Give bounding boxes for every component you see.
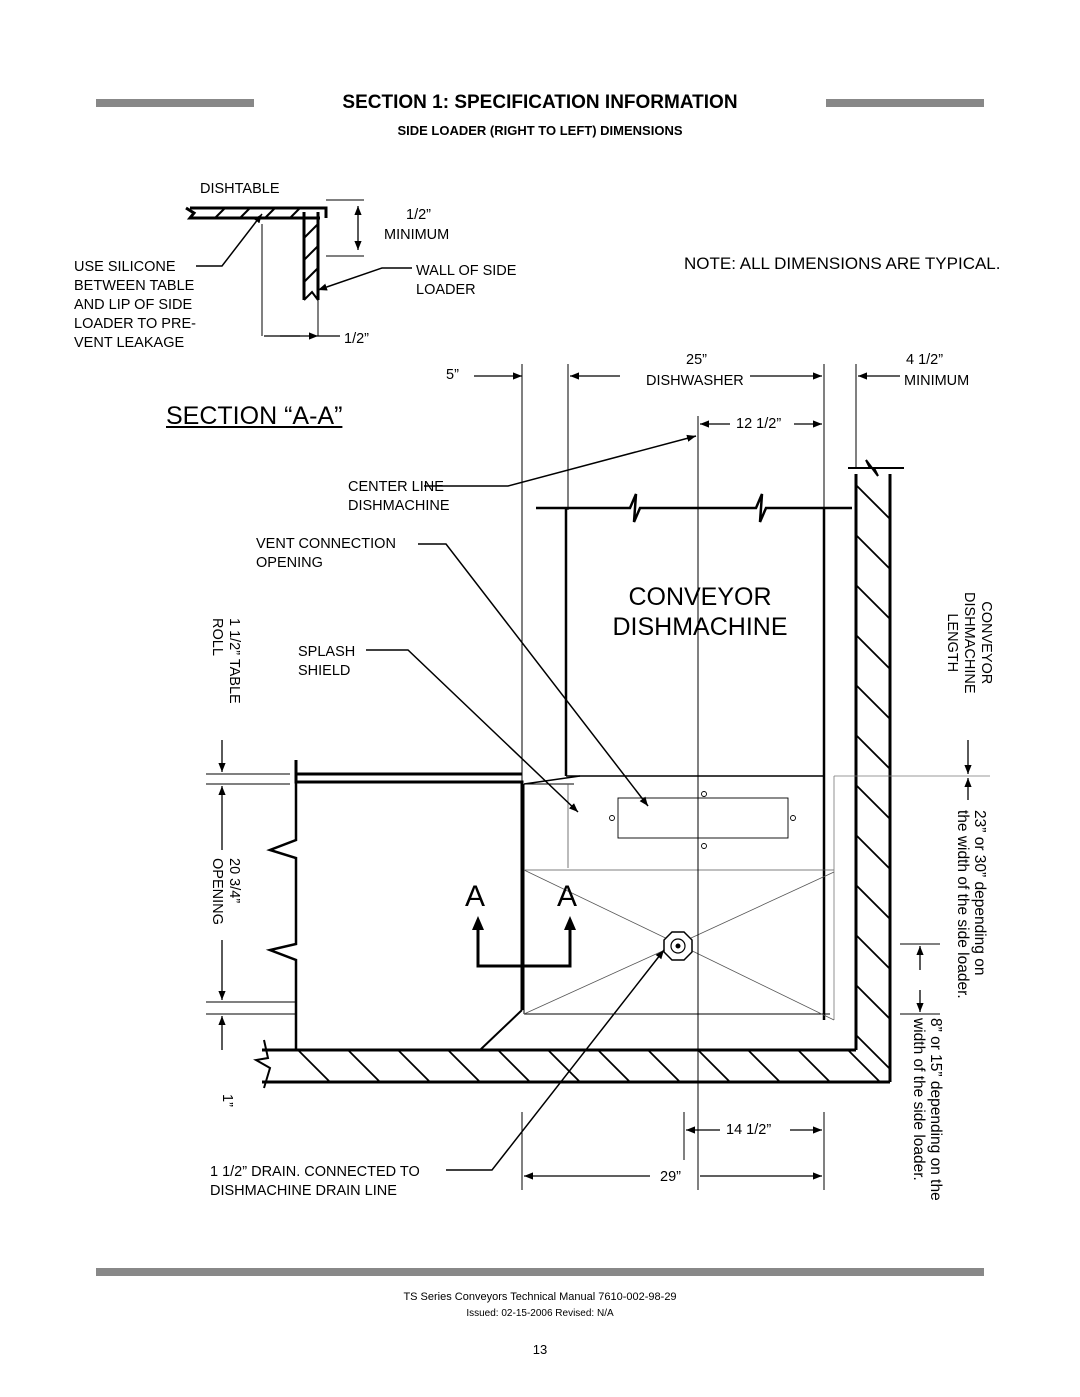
section-arrow-left-head <box>472 916 484 930</box>
section-arrow-right-head <box>564 916 576 930</box>
dim-8-15-line: 8” or 15” depending on the <box>927 1018 944 1201</box>
opening-line: OPENING <box>209 858 225 925</box>
splash-shield-line: SHIELD <box>298 663 351 679</box>
center-line-line: CENTER LINE <box>348 479 444 495</box>
half-inch-label: 1/2” <box>344 331 369 347</box>
table-roll-label <box>208 618 242 704</box>
conveyor-title-line: CONVEYOR <box>628 583 772 611</box>
half-inch-min-label: 1/2” <box>406 207 431 223</box>
section-subtitle: SIDE LOADER (RIGHT TO LEFT) DIMENSIONS <box>397 123 683 138</box>
dishtable-lip-detail <box>186 200 364 336</box>
drain-line: DISHMACHINE DRAIN LINE <box>210 1183 397 1199</box>
wall-leader <box>318 268 412 290</box>
dim-23-30-label <box>954 810 988 999</box>
opening-line: 20 3/4” <box>226 858 242 904</box>
conveyor-length-line: DISHMACHINE <box>961 592 977 694</box>
use-silicone-line: BETWEEN TABLE <box>74 278 195 294</box>
drain-fitting <box>664 932 692 960</box>
center-line-label <box>348 478 450 516</box>
use-silicone-line: LOADER TO PRE- <box>74 316 196 332</box>
minimum2-label: MINIMUM <box>904 373 970 389</box>
dim-8-15-line: width of the side loader. <box>910 1018 927 1181</box>
conveyor-length-line: CONVEYOR <box>978 601 994 685</box>
dim-1-label: 1” <box>219 1094 235 1107</box>
drain-line: 1 1/2” DRAIN. CONNECTED TO <box>210 1164 420 1180</box>
use-silicone-line: VENT LEAKAGE <box>74 335 185 351</box>
wall-of-side-loader-label <box>416 262 516 300</box>
minimum-label: MINIMUM <box>384 227 450 243</box>
conveyor-dishmachine-body <box>536 494 852 1020</box>
conveyor-length-line: LENGTH <box>944 613 960 673</box>
section-letter-right: A <box>557 880 578 913</box>
silicone-leader <box>196 214 262 266</box>
dim-25-label: 25” <box>686 352 707 368</box>
dishtable-bottom-hatch <box>298 1050 880 1082</box>
side-loader-wall-hatch <box>856 485 890 1069</box>
table-roll-line: ROLL <box>209 618 225 656</box>
vent-opening <box>610 792 796 849</box>
splash-shield <box>524 776 990 1020</box>
vent-connection-label <box>256 535 396 573</box>
section-title: SECTION 1: SPECIFICATION INFORMATION <box>342 92 738 113</box>
splash-shield-line: SPLASH <box>298 644 356 660</box>
dishwasher-label: DISHWASHER <box>646 373 744 389</box>
vent-connection-line: OPENING <box>256 555 323 571</box>
drain-label <box>210 1163 420 1201</box>
section-aa-title: SECTION “A-A” <box>166 402 343 430</box>
dim-23-30-line: 23” or 30” depending on <box>971 810 988 976</box>
side-loader-wall <box>848 460 904 1082</box>
footer-issued: Issued: 02-15-2006 Revised: N/A <box>466 1308 614 1319</box>
dim-12-half-label: 12 1/2” <box>736 416 782 432</box>
footer-rule <box>96 1268 984 1276</box>
conveyor-title-line: DISHMACHINE <box>612 613 788 641</box>
dim-29-label: 29” <box>660 1169 681 1185</box>
use-silicone-line: AND LIP OF SIDE <box>74 297 193 313</box>
use-silicone-note <box>74 258 196 353</box>
dim-8-15-label <box>910 1018 944 1201</box>
dim-23-30-line: the width of the side loader. <box>954 810 971 999</box>
center-line-line: DISHMACHINE <box>348 498 450 514</box>
splash-shield-label <box>298 643 355 681</box>
wall-label-line: LOADER <box>416 282 476 298</box>
table-roll-line: 1 1/2” TABLE <box>226 618 242 704</box>
dim-5-label: 5” <box>446 367 459 383</box>
footer-manual: TS Series Conveyors Technical Manual 7610-002-98-29 <box>403 1291 677 1303</box>
page-number: 13 <box>532 1342 548 1357</box>
opening-label <box>208 858 242 925</box>
dim-14-half-label: 14 1/2” <box>726 1122 772 1138</box>
wall-label-line: WALL OF SIDE <box>416 263 517 279</box>
section-letter-left: A <box>465 880 486 913</box>
use-silicone-line: USE SILICONE <box>74 259 176 275</box>
dishtable-label: DISHTABLE <box>200 181 280 197</box>
leader-lines <box>366 436 696 1170</box>
dim-4-half-label: 4 1/2” <box>906 352 944 368</box>
vent-connection-line: VENT CONNECTION <box>256 536 396 552</box>
dishtable-bottom <box>256 1040 890 1088</box>
conveyor-dishmachine-title <box>600 582 800 642</box>
conveyor-length-label <box>943 592 994 694</box>
typical-dimensions-note: NOTE: ALL DIMENSIONS ARE TYPICAL. <box>684 254 1001 273</box>
